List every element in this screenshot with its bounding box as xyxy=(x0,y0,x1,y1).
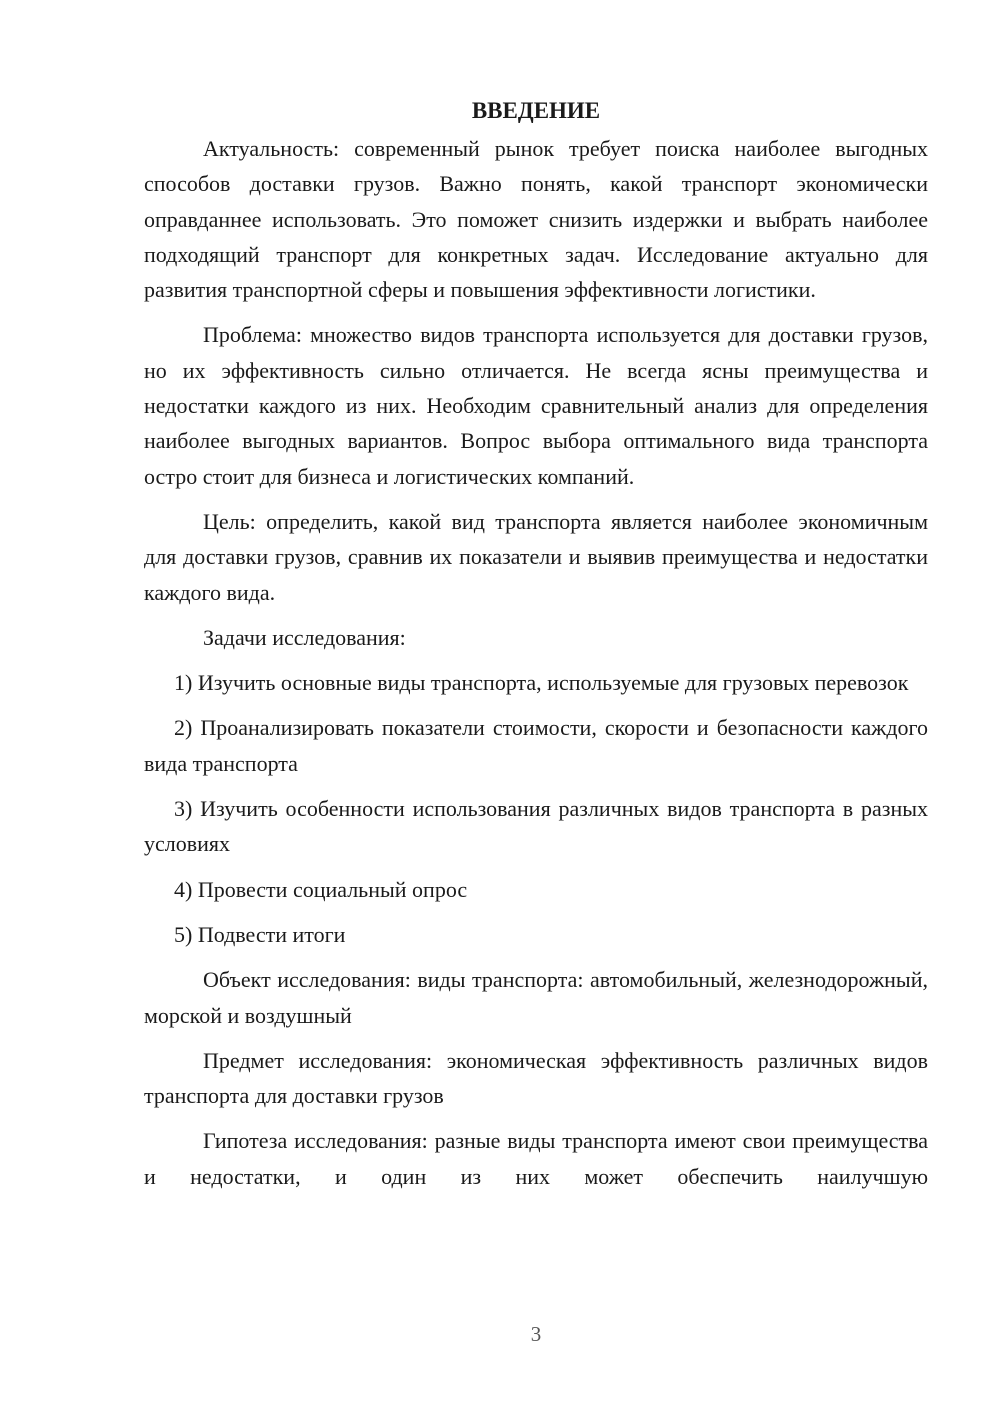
task-item-3: 3) Изучить особенности использования различных видов транспорта в разных условиях xyxy=(144,796,928,857)
task-item-4: 4) Провести социальный опрос xyxy=(174,876,468,902)
goal-paragraph: Цель: определить, какой вид транспорта является наиболее экономичным для доставки грузов, сравнив их показатели и выявив преимущества и недостатки каждого вида. xyxy=(144,508,928,605)
subject-paragraph: Предмет исследования: экономическая эффективность различных видов транспорта для доставки грузов xyxy=(144,1047,928,1109)
task-item-1: 1) Изучить основные виды транспорта, используемые для грузовых перевозок xyxy=(174,670,909,696)
page-number: 3 xyxy=(530,1322,542,1346)
tasks-heading: Задачи исследования: xyxy=(203,624,406,650)
document-body xyxy=(144,96,928,1194)
task-item-2: 2) Проанализировать показатели стоимости, скорости и безопасности каждого вида транспорта xyxy=(144,715,928,776)
task-item-5: 5) Подвести итоги xyxy=(174,921,346,947)
relevance-paragraph: Актуальность: современный рынок требует поиска наиболее выгодных способов доставки грузов. Важно понять, какой транспорт экономически оправданнее использовать. Это поможет снизить издержки и выбрать наиболее подходящий транспорт для конкретных задач. Исследование актуально для развития транспортной сферы и повышения эффективности логистики. xyxy=(144,136,928,303)
object-paragraph: Объект исследования: виды транспорта: автомобильный, железнодорожный, морской и воздушный xyxy=(144,967,928,1028)
problem-paragraph: Проблема: множество видов транспорта используется для доставки грузов, но их эффективность сильно отличается. Не всегда ясны преимущества и недостатки каждого из них. Необходим сравнительный анализ для определения наиболее выгодных вариантов. Вопрос выбора оптимального вида транспорта остро стоит для бизнеса и логистических компаний. xyxy=(144,322,928,489)
page-title: ВВЕДЕНИЕ xyxy=(471,98,601,123)
hypothesis-paragraph: Гипотеза исследования: разные виды транспорта имеют свои преимущества и недостатки, и один из них может обеспечить наилучшую xyxy=(144,1128,928,1189)
